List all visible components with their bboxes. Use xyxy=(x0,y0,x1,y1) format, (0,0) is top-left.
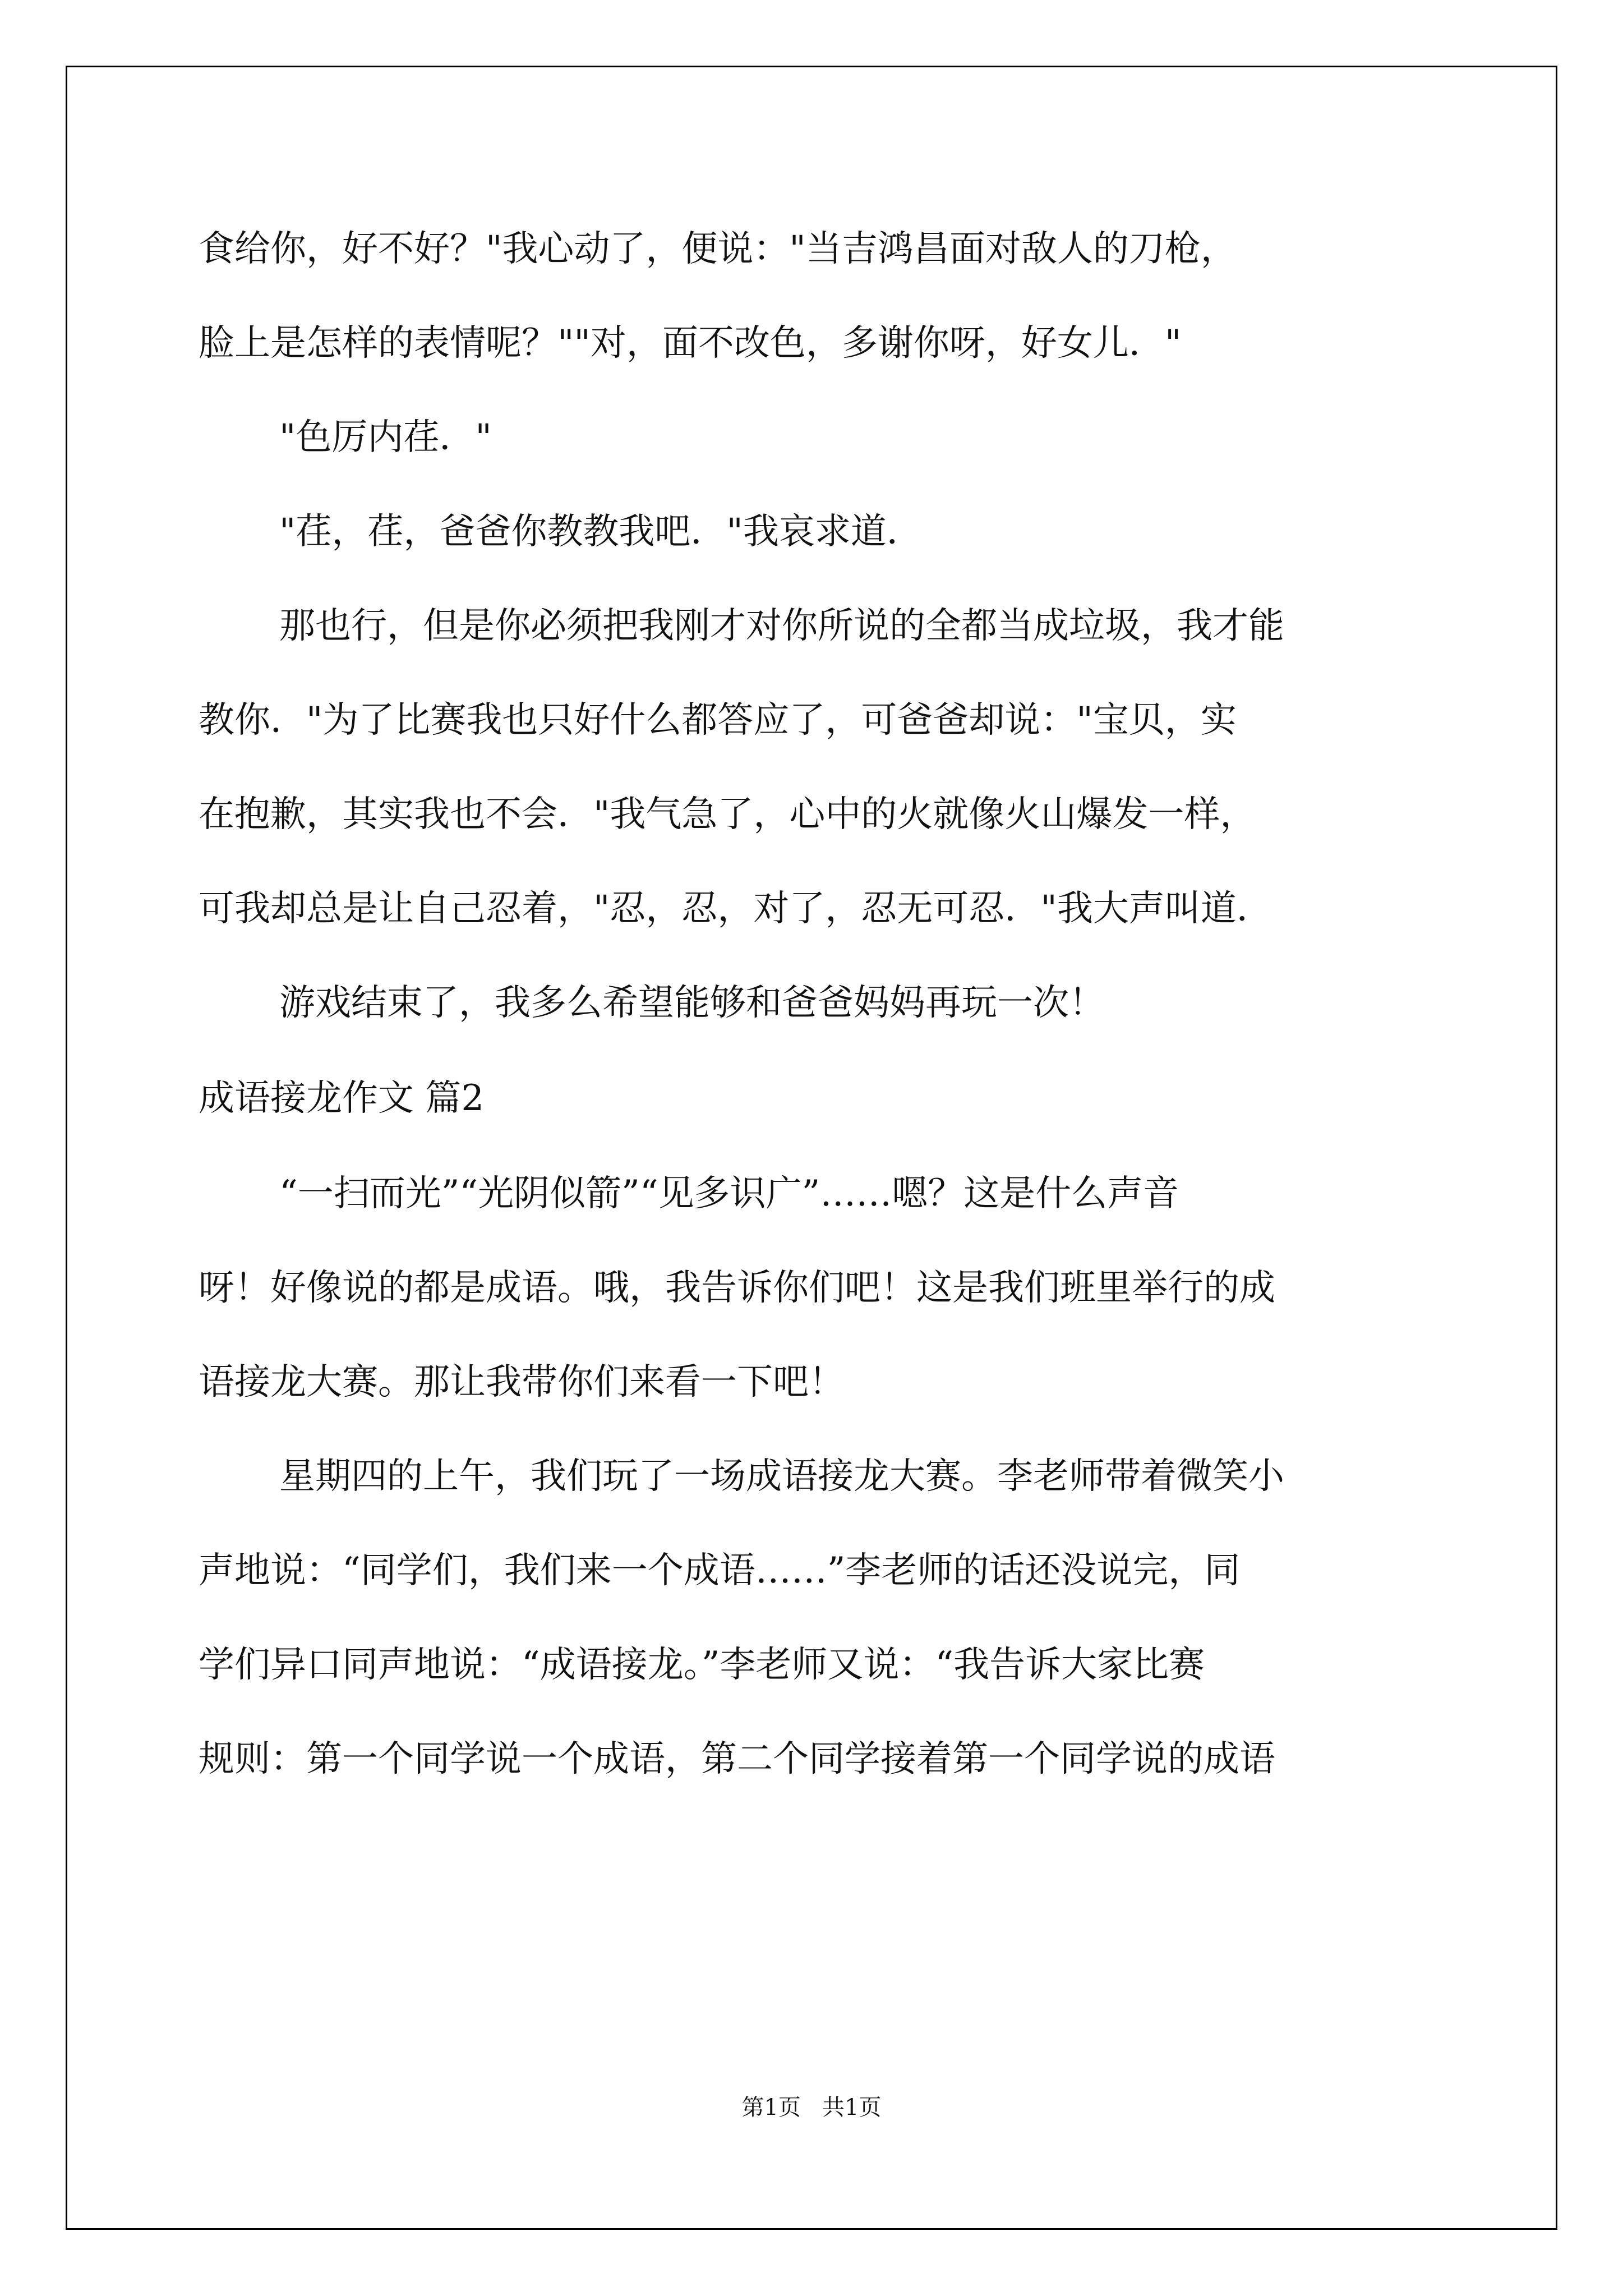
page-number: 第1页 共1页 xyxy=(741,2095,882,2120)
text-line: 教你．"为了比赛我也只好什么都答应了，可爸爸却说："宝贝，实 xyxy=(199,700,1237,741)
text-line: "色厉内荏．" xyxy=(279,417,492,458)
text-line: 游戏结束了，我多么希望能够和爸爸妈妈再玩一次！ xyxy=(279,982,1105,1024)
text-line: 星期四的上午，我们玩了一场成语接龙大赛。李老师带着微笑小 xyxy=(279,1456,1284,1497)
text-line: "荏，荏，爸爸你教教我吧．"我哀求道． xyxy=(279,511,923,553)
text-line: 在抱歉，其实我也不会．"我气急了，心中的火就像火山爆发一样， xyxy=(199,794,1256,835)
text-line: “一扫而光”“光阴似箭”“见多识广”……嗯？这是什么声音 xyxy=(279,1173,1179,1214)
section-title: 成语接龙作文 篇2 xyxy=(199,1078,485,1119)
text-line: 语接龙大赛。那让我带你们来看一下吧！ xyxy=(199,1361,845,1403)
text-line: 脸上是怎样的表情呢？""对，面不改色，多谢你呀，好女儿．" xyxy=(199,323,1182,364)
text-line: 规则：第一个同学说一个成语，第二个同学接着第一个同学说的成语 xyxy=(199,1738,1275,1780)
text-line: 可我却总是让自己忍着，"忍，忍，对了，忍无可忍．"我大声叫道． xyxy=(199,888,1272,930)
text-line: 声地说：“同学们，我们来一个成语……”李老师的话还没说完，同 xyxy=(199,1550,1241,1591)
text-line: 学们异口同声地说：“成语接龙。”李老师又说：“我告诉大家比赛 xyxy=(199,1644,1205,1686)
document-body xyxy=(199,202,1432,1806)
text-line: 食给你，好不好？"我心动了，便说："当吉鸿昌面对敌人的刀枪， xyxy=(199,228,1237,270)
text-line: 呀！好像说的都是成语。哦，我告诉你们吧！这是我们班里举行的成 xyxy=(199,1267,1275,1309)
text-line: 那也行，但是你必须把我刚才对你所说的全都当成垃圾，我才能 xyxy=(279,605,1284,647)
